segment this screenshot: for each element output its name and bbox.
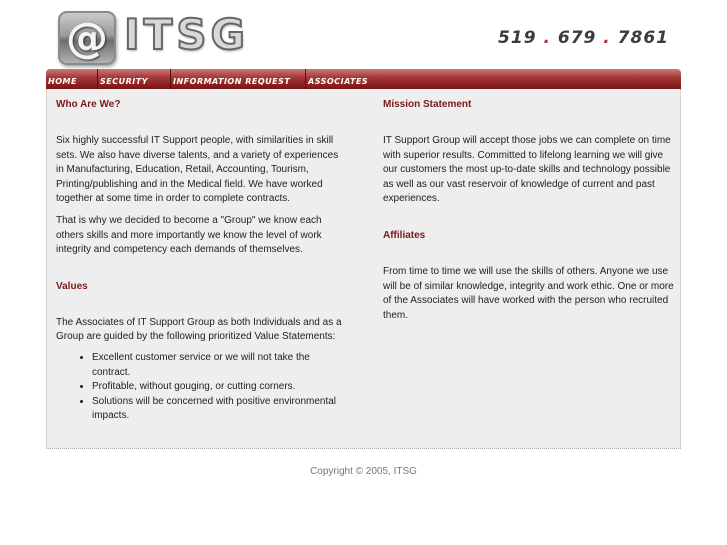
logo-at-icon[interactable] (58, 11, 116, 65)
who-are-we-heading: Who Are We? (56, 99, 121, 110)
phone-area-code: 519 (498, 28, 537, 48)
nav-home[interactable]: HOME (46, 69, 98, 89)
phone-prefix: 679 (557, 28, 597, 48)
content-panel (46, 89, 681, 449)
values-list-item: • Excellent customer service or we will not take the contract. (92, 351, 346, 380)
left-column (56, 89, 346, 424)
affiliates-heading: Affiliates (383, 229, 426, 241)
phone-separator: . (603, 28, 611, 48)
nav-information-request[interactable]: INFORMATION REQUEST (171, 69, 306, 89)
values-heading: Values (56, 280, 88, 292)
phone-line: 7861 (617, 28, 669, 48)
nav-security[interactable]: SECURITY (98, 69, 171, 89)
values-list-item: • Solutions will be concerned with positive environmental impacts. (92, 395, 346, 424)
nav-associates[interactable]: ASSOCIATES (308, 77, 369, 86)
mission-statement-paragraph: IT Support Group will accept those jobs we can complete on time with superior results. Committed to lifelong learning we will give our customers the most up-to-date skills and technology possible as well as our vast reservoir of knowledge of current and past experiences. (383, 135, 671, 205)
affiliates-paragraph: From time to time we will use the skills of others. Anyone we use will be of similar knowledge, integrity and work ethic. One or more of the Associates will have worked with the person who recruited them. (383, 265, 674, 321)
copyright-footer: Copyright © 2005, ITSG (310, 466, 417, 477)
logo-text[interactable]: ITSG (124, 10, 249, 59)
right-column (383, 89, 675, 323)
values-list-item: • Profitable, without gouging, or cutting corners. (92, 380, 346, 395)
mission-statement-heading: Mission Statement (383, 99, 472, 110)
site-header (0, 0, 727, 70)
logo-symbol: @ (66, 13, 108, 62)
main-nav (46, 69, 681, 89)
phone-number (498, 28, 669, 48)
who-are-we-paragraph-2: That is why we decided to become a "Group" we know each others skills and more importantly we know the level of work integrity and competency each demands of themselves. (56, 214, 322, 256)
who-are-we-paragraph-1: Six highly successful IT Support people, with similarities in skill sets. We also have diverse talents, and a variety of experiences in Manufacturing, Education, Retail, Accounting, Tourism, Printing/publishing and in the Medical field. We have worked together at some time in order to complete contracts. (56, 135, 339, 205)
values-list (56, 351, 346, 424)
phone-separator: . (543, 28, 551, 48)
values-paragraph: The Associates of IT Support Group as both Individuals and as a Group are guided by the following prioritized Value Statements: (56, 316, 342, 343)
